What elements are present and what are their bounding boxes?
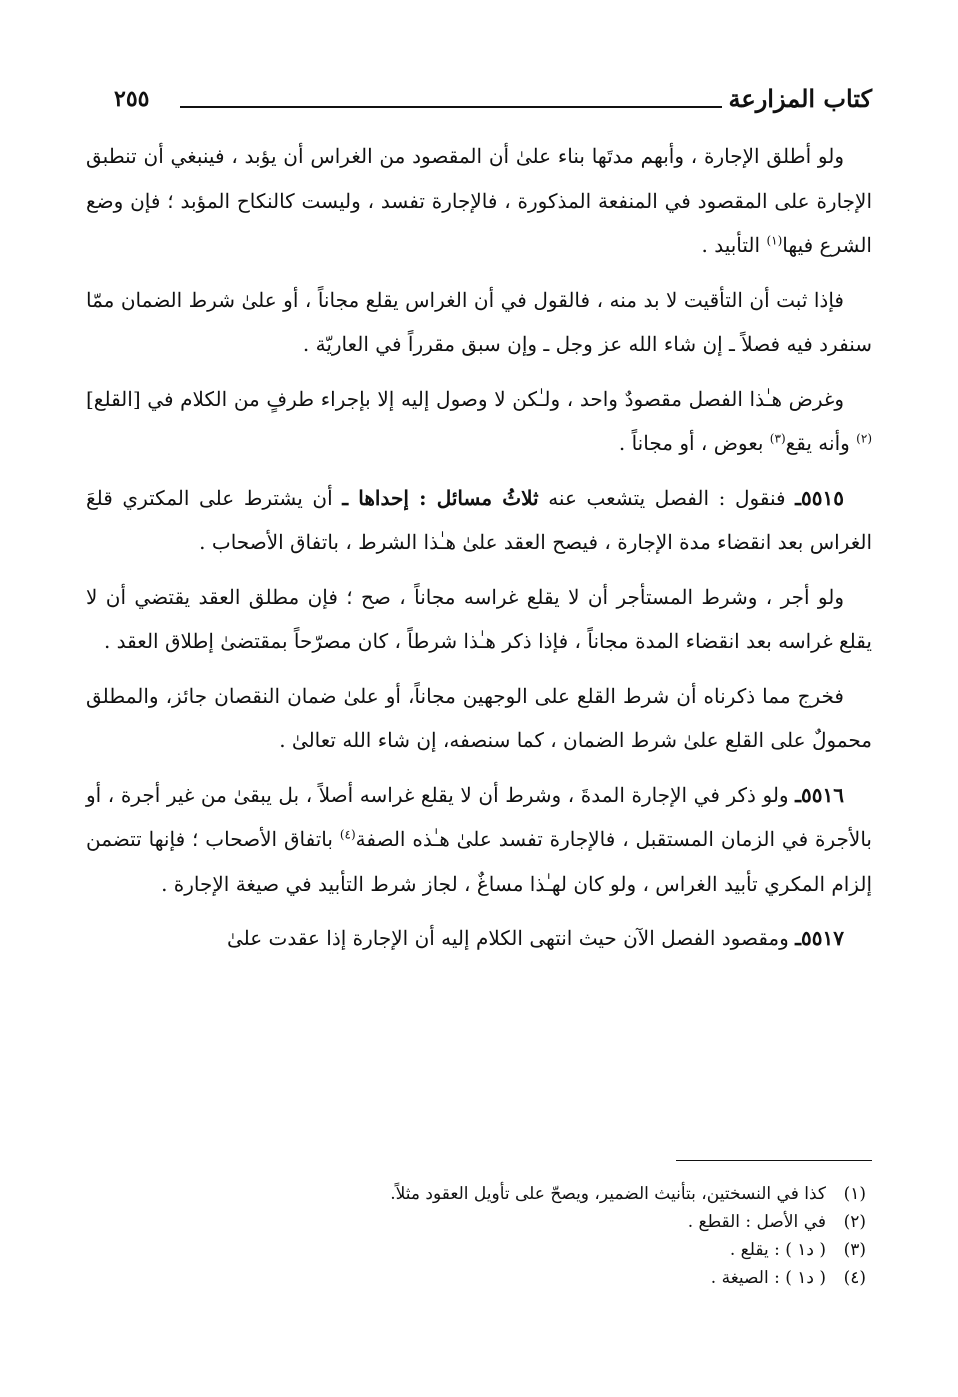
paragraph: فخرج مما ذكرناه أن شرط القلع على الوجهين مجاناً، أو علىٰ ضمان النقصان جائز، والمطلق محمولٌ على القلع علىٰ شرط الضمان ، كما سنصفه، إن شاء الله تعالىٰ . [86,683,872,752]
footnote-mark: (٢) [843,1212,866,1232]
footnote-text: ( د١ ) : الصيغة . [710,1268,826,1288]
section-number: ٥٥١٥ـ [795,485,844,510]
paragraph: ولو أجر ، وشرط المستأجر أن لا يقلع غراسه مجاناً ، صح ؛ فإن مطلق العقد يقتضي أن لا يقلع غراسه بعد انقضاء المدة مجاناً ، فإذا ذكر هـٰذا شرطاً ، كان مصرّحاً بمقتضىٰ إطلاق العقد . [86,584,872,653]
page-number: ٢٥٥ [114,86,150,112]
footnote-item [86,1208,866,1236]
footnote-item [86,1180,866,1208]
section-number: ٥٥١٦ـ [795,782,844,807]
footnote-mark: (٤) [843,1268,866,1288]
footnote-text: ( د١ ) : يقلع . [729,1240,826,1260]
footnotes [86,1180,872,1292]
footnote-separator [676,1160,872,1161]
footnote-mark: (١) [843,1184,866,1204]
header-rule [180,106,722,108]
footnote-text: في الأصل : القطع . [687,1212,826,1232]
paragraph: ٥٥١٥ـ فنقول : الفصل يتشعب عنه ثلاثُ مسائل : إحداها ـ أن يشترط على المكتري قلعَ الغراس بعد انقضاء مدة الإجارة ، فيصح العقد علىٰ هـٰذا الشرط ، باتفاق الأصحاب . [86,485,872,554]
paragraph: ٥٥١٧ـ ومقصود الفصل الآن حيث انتهى الكلام إليه أن الإجارة إذا عقدت علىٰ [226,926,844,950]
page-header [100,84,872,124]
footnote-ref: (٢) [856,431,872,446]
section-number: ٥٥١٧ـ [795,926,844,950]
footnote-ref: (٣) [769,431,786,446]
footnote-mark: (٣) [843,1240,866,1260]
paragraph: فإذا ثبت أن التأقيت لا بد منه ، فالقول في أن الغراس يقلع مجاناً ، أو علىٰ شرط الضمان ممّا سنفرد فيه فصلاً ـ إن شاء الله عز وجل ـ وإن سبق مقرراً في العاريّة . [86,287,872,356]
footnote-ref: (١) [766,233,783,248]
footnote-item [86,1236,866,1264]
paragraph: ٥٥١٦ـ ولو ذكر في الإجارة المدةَ ، وشرط أن لا يقلع غراسه أصلاً ، بل يبقىٰ من غير أجرة ، أو بالأجرة في الزمان المستقبل ، فالإجارة تفسد علىٰ هـٰذه الصفة$^{(٤)}$ باتفاق الأصحاب ؛ فإنها تتضمن إلزام المكري تأبيد الغراس ، ولو كان لهـٰذا مساغٌ ، لجاز شرط التأبيد في صيغة الإجارة . [86,782,872,896]
footnote-item [86,1264,866,1292]
paragraph: وغرض هـٰذا الفصل مقصودٌ واحد ، ولـٰكن لا وصول إليه إلا بإجراء طرفٍ من الكلام في [القلع]$^{(٢)}$ وأنه يقع$^{(٣)}$ بعوض ، أو مجاناً . [86,386,872,455]
chapter-title: كتاب المزارعة [728,84,872,113]
footnote-ref: (٤) [339,827,356,842]
footnote-text: كذا في النسختين، بتأنيث الضمير، ويصحّ على تأويل العقود مثلاً. [390,1184,826,1204]
main-text [86,134,872,971]
paragraph: ولو أطلق الإجارة ، وأبهم مدتَها بناء علىٰ أن المقصود من الغراس أن يؤبد ، فينبغي أن تنطبق الإجارة على المقصود في المنفعة المذكورة ، فالإجارة تفسد ، وليست كالنكاح المؤبد ؛ فإن وضع الشرع فيها$^{(١)}$ التأبيد . [86,144,872,257]
